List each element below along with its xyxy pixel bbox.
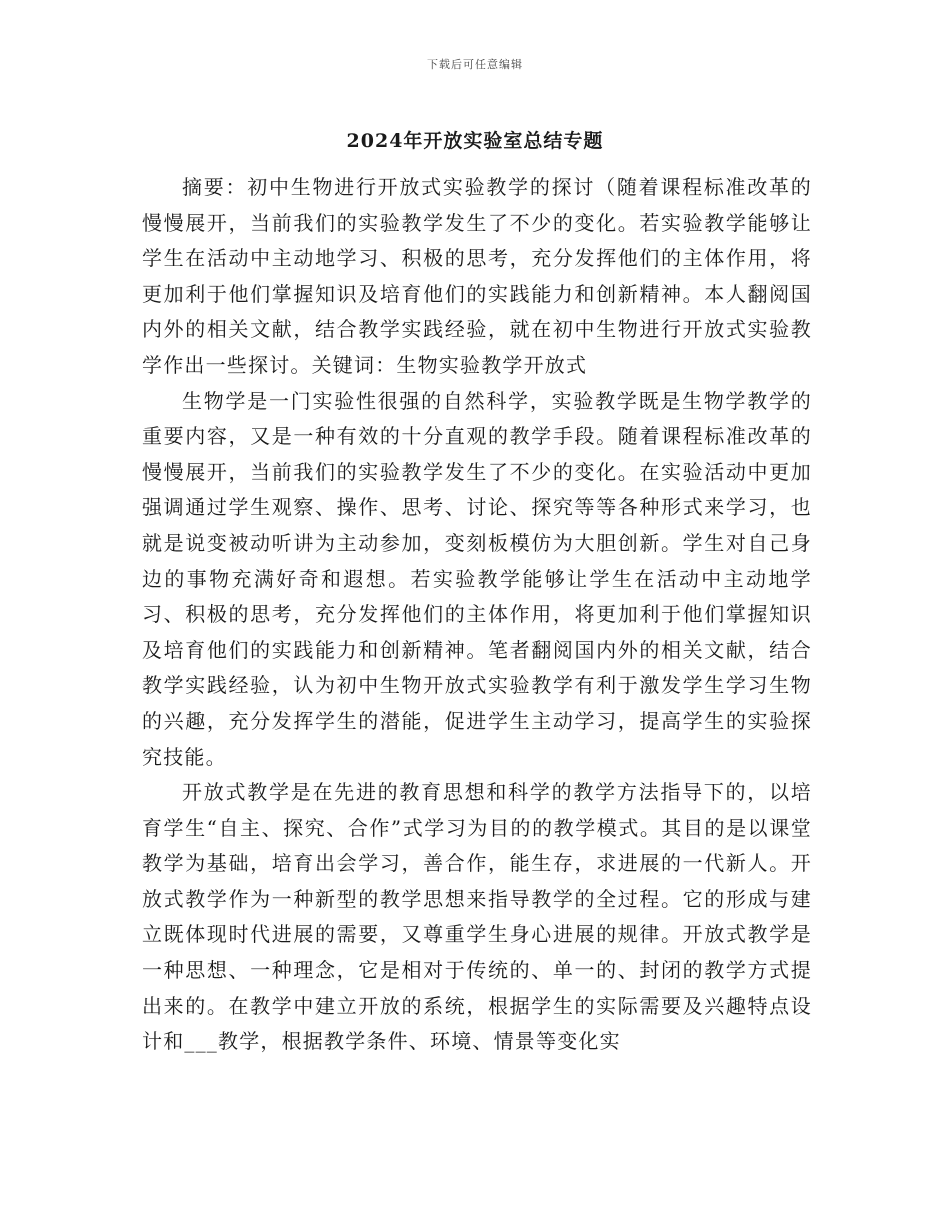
document-title: 2024年开放实验室总结专题 [346, 130, 604, 152]
header-note: 下载后可任意编辑 [427, 58, 523, 71]
paragraph-abstract: 摘要：初中生物进行开放式实验教学的探讨（随着课程标准改革的慢慢展开，当前我们的实验教学发生了不少的变化。若实验教学能够让学生在活动中主动地学习、积极的思考，充分发挥他们的主体作用，将更加利于他们掌握知识及培育他们的实践能力和创新精神。本人翻阅国内外的相关文献，结合教学实践经验，就在初中生物进行开放式实验教学作出一些探讨。关键词：生物实验教学开放式 [142, 175, 812, 377]
paragraph-open-teaching: 开放式教学是在先进的教育思想和科学的教学方法指导下的，以培育学生“自主、探究、合作”式学习为目的的教学模式。其目的是以课堂教学为基础，培育出会学习，善合作，能生存，求进展的一代新人。开放式教学作为一种新型的教学思想来指导教学的全过程。它的形成与建立既体现时代进展的需要，又尊重学生身心进展的规律。开放式教学是一种思想、一种理念，它是相对于传统的、单一的、封闭的教学方式提出来的。在教学中建立开放的系统，根据学生的实际需要及兴趣特点设计和___教学，根据教学条件、环境、情景等变化实 [142, 780, 812, 1054]
document-body [142, 170, 812, 1060]
paragraph-biology-intro: 生物学是一门实验性很强的自然科学，实验教学既是生物学教学的重要内容，又是一种有效的十分直观的教学手段。随着课程标准改革的慢慢展开，当前我们的实验教学发生了不少的变化。在实验活动中更加强调通过学生观察、操作、思考、讨论、探究等等各种形式来学习，也就是说变被动听讲为主动参加，变刻板模仿为大胆创新。学生对自己身边的事物充满好奇和遐想。若实验教学能够让学生在活动中主动地学习、积极的思考，充分发挥他们的主体作用，将更加利于他们掌握知识及培育他们的实践能力和创新精神。笔者翻阅国内外的相关文献，结合教学实践经验，认为初中生物开放式实验教学有利于激发学生学习生物的兴趣，充分发挥学生的潜能，促进学生主动学习，提高学生的实验探究技能。 [142, 388, 812, 769]
